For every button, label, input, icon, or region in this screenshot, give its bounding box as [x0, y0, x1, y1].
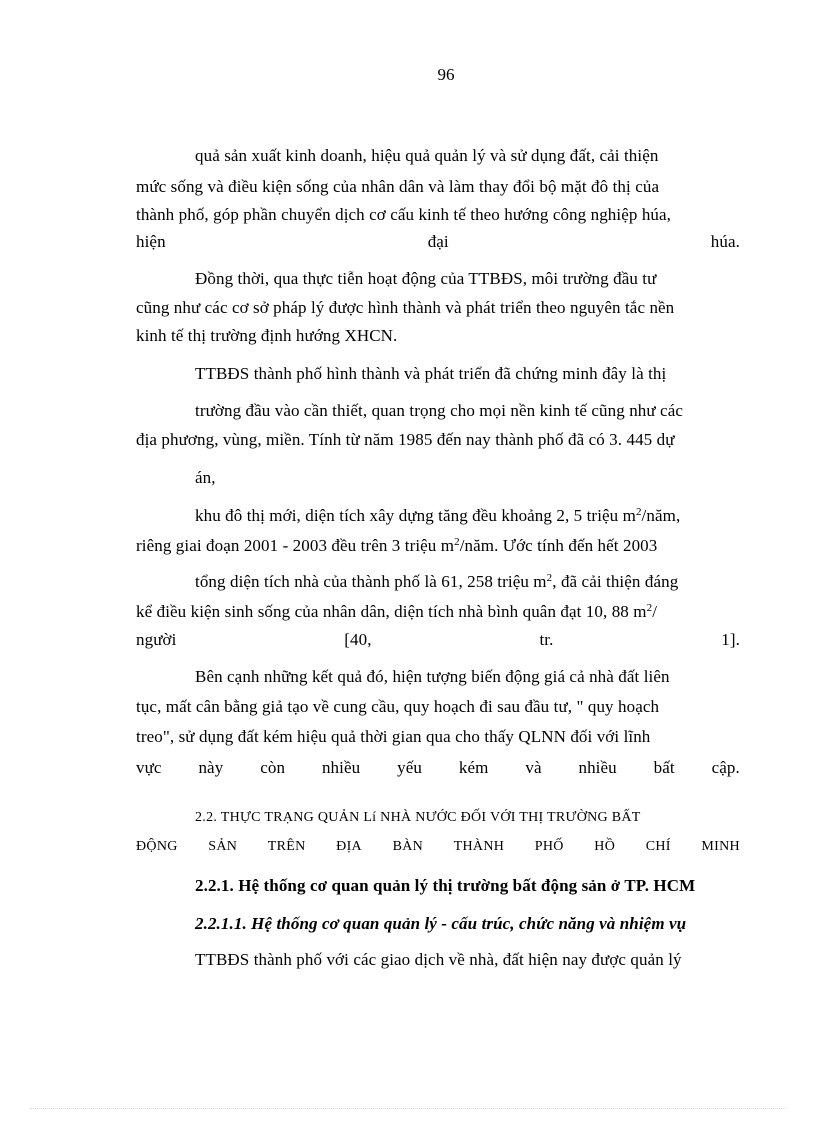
word: người — [136, 630, 177, 649]
text-run: /năm. Ước tính đến hết 2003 — [459, 536, 658, 555]
word: nhiều — [578, 758, 617, 777]
superscript: 2 — [646, 602, 653, 614]
text-line-justified — [136, 757, 740, 779]
page-bottom-divider — [30, 1108, 786, 1109]
word: đại — [427, 232, 449, 251]
text-line: quả sản xuất kinh doanh, hiệu quả quản lý và sử dụng đất, cải thiện — [195, 146, 659, 165]
text-line — [136, 535, 657, 557]
text-line: địa phương, vùng, miền. Tính từ năm 1985 đến nay thành phố đã có 3. 445 dự — [136, 430, 675, 449]
text-line: tục, mất cân bằng giả tạo về cung cầu, quy hoạch đi sau đầu tư, " quy hoạch — [136, 697, 660, 716]
subsubsection-heading: 2.2.1.1. Hệ thống cơ quan quản lý - cấu trúc, chức năng và nhiệm vụ — [195, 914, 687, 933]
word: BÀN — [392, 839, 424, 854]
word: MINH — [701, 839, 740, 854]
word: húa. — [710, 232, 740, 251]
text-line — [195, 571, 678, 593]
text-line: mức sống và điều kiện sống của nhân dân và làm thay đổi bộ mặt đô thị của — [136, 177, 660, 196]
text-line: thành phố, góp phần chuyển dịch cơ cấu kinh tế theo hướng công nghiệp húa, — [136, 205, 672, 224]
text-run: , đã cải thiện đáng — [552, 572, 679, 591]
word: CHÍ — [645, 839, 671, 854]
word: [40, — [344, 630, 372, 649]
word: PHỐ — [534, 839, 564, 854]
text-run: kể điều kiện sinh sống của nhân dân, diện tích nhà bình quân đạt 10, 88 m — [136, 602, 647, 621]
word: tr. — [539, 630, 554, 649]
text-line: TTBĐS thành phố hình thành và phát triển đã chứng minh đây là thị — [195, 364, 667, 383]
word: và — [525, 758, 542, 777]
word: vực — [136, 758, 162, 777]
superscript: 2 — [546, 572, 553, 584]
word: SẢN — [208, 839, 238, 854]
text-line — [195, 505, 680, 527]
text-line-justified — [136, 231, 740, 253]
word: HỒ — [594, 839, 616, 854]
text-run: /năm, — [641, 506, 681, 525]
text-line: cũng như các cơ sở pháp lý được hình thành và phát triển theo nguyên tắc nền — [136, 298, 675, 317]
word: cập. — [711, 758, 740, 777]
superscript: 2 — [635, 506, 642, 518]
word: yếu — [397, 758, 422, 777]
text-line: kinh tế thị trường định hướng XHCN. — [136, 326, 398, 345]
page-number: 96 — [437, 65, 455, 84]
section-heading-continued — [136, 836, 740, 858]
word: còn — [260, 758, 286, 777]
subsection-heading: 2.2.1. Hệ thống cơ quan quản lý thị trường bất động sản ở TP. HCM — [195, 876, 696, 895]
text-run: khu đô thị mới, diện tích xây dựng tăng đều khoảng 2, 5 triệu m — [195, 506, 636, 525]
word: kém — [458, 758, 489, 777]
text-line — [136, 601, 657, 623]
word: 1]. — [721, 630, 740, 649]
text-run: riêng giai đoạn 2001 - 2003 đều trên 3 triệu m — [136, 536, 455, 555]
text-run: tổng diện tích nhà của thành phố là 61, 258 triệu m — [195, 572, 547, 591]
text-line: treo", sử dụng đất kém hiệu quả thời gian qua cho thấy QLNN đối với lĩnh — [136, 727, 651, 746]
word: này — [198, 758, 224, 777]
superscript: 2 — [454, 536, 460, 548]
text-line-justified — [136, 629, 740, 651]
word: hiện — [136, 232, 166, 251]
word: THÀNH — [453, 839, 505, 854]
word: bất — [653, 758, 675, 777]
text-line: Bên cạnh những kết quả đó, hiện tượng biến động giá cả nhà đất liên — [195, 667, 670, 686]
text-run: / — [652, 602, 658, 621]
text-line: TTBĐS thành phố với các giao dịch về nhà, đất hiện nay được quản lý — [195, 950, 682, 969]
word: ĐỊA — [336, 839, 362, 854]
section-heading: 2.2. THỰC TRẠNG QUẢN Lí NHÀ NƯỚC ĐỐI VỚI THỊ TRƯỜNG BẤT — [195, 810, 641, 825]
text-line: Đồng thời, qua thực tiễn hoạt động của TTBĐS, môi trường đầu tư — [195, 269, 657, 288]
word: ĐỘNG — [136, 839, 178, 854]
text-line: án, — [195, 468, 216, 487]
word: nhiều — [321, 758, 361, 777]
text-line: trường đầu vào cần thiết, quan trọng cho mọi nền kinh tế cũng như các — [195, 401, 683, 420]
word: TRÊN — [267, 839, 306, 854]
